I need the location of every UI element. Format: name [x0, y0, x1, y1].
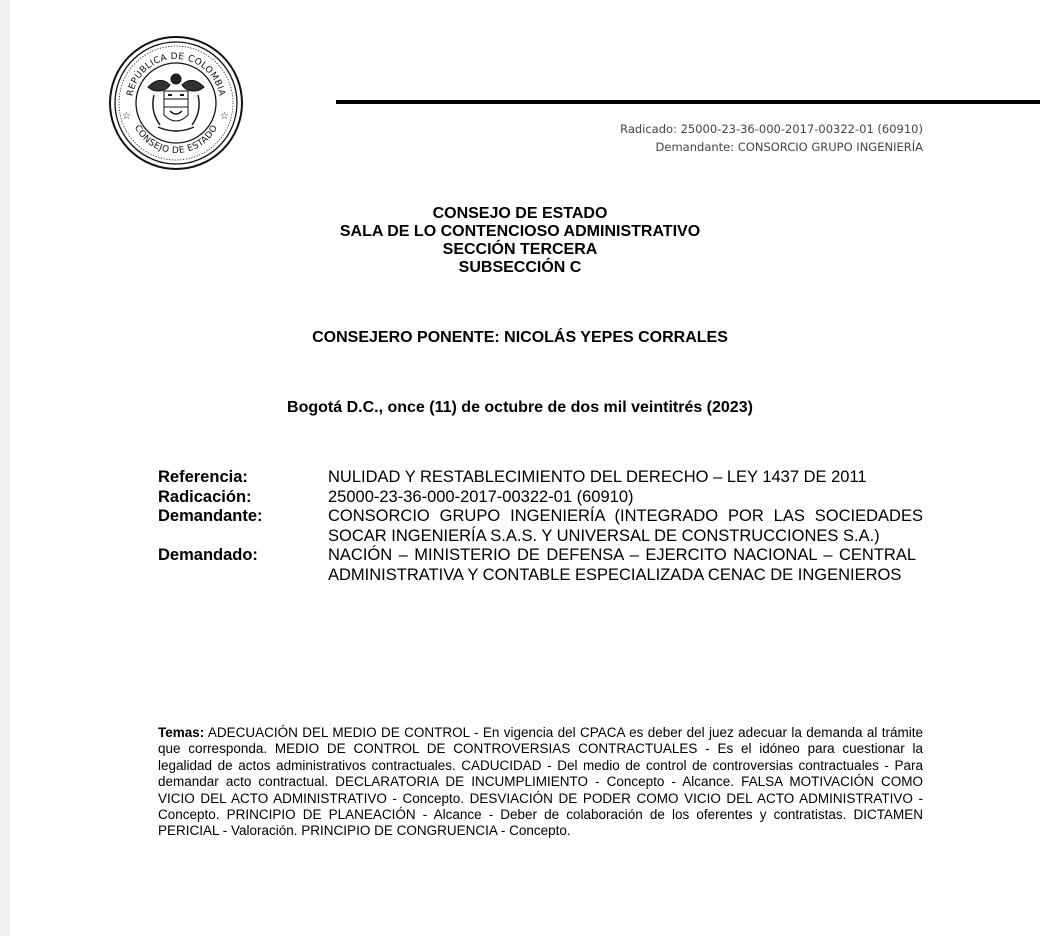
- consejero-ponente: CONSEJERO PONENTE: NICOLÁS YEPES CORRALES: [312, 329, 728, 346]
- court-name: CONSEJO DE ESTADO: [432, 205, 608, 222]
- demandado-label: Demandado:: [158, 546, 258, 564]
- court-subsection: SUBSECCIÓN C: [458, 259, 582, 276]
- svg-text:☆: ☆: [220, 111, 229, 122]
- court-section: SECCIÓN TERCERA: [442, 241, 598, 258]
- left-margin-strip: [0, 0, 10, 936]
- header-metadata: [620, 120, 923, 156]
- demandante-row: [158, 507, 923, 546]
- court-chamber: SALA DE LO CONTENCIOSO ADMINISTRATIVO: [339, 223, 701, 240]
- header-demandante: Demandante: CONSORCIO GRUPO INGENIERÍA: [655, 140, 923, 154]
- header-radicado: Radicado: 25000-23-36-000-2017-00322-01 (60910): [620, 122, 923, 136]
- radicacion-row: [158, 488, 923, 508]
- reference-table: [158, 468, 923, 585]
- consejo-de-estado-seal: [108, 35, 244, 171]
- temas-text: ADECUACIÓN DEL MEDIO DE CONTROL - En vigencia del CPACA es deber del juez adecuar la demanda al trámite que corresponda. MEDIO DE CONTROL DE CONTROVERSIAS CONTRACTUALES - Es el idóneo para cuestionar la legalidad de actos administrativos contractuales. CADUCIDAD - Del medio de control de controversias contractuales - Para demandar acto contractual. DECLARATORIA DE INCUMPLIMIENTO - Concepto - Alcance. FALSA MOTIVACIÓN COMO VICIO DEL ACTO ADMINISTRATIVO - Concepto. DESVIACIÓN DE PODER COMO VICIO DEL ACTO ADMINISTRATIVO - Concepto. PRINCIPIO DE PLANEACIÓN - Alcance - Deber de colaboración de los oferentes y contratistas. DICTAMEN PERICIAL - Valoración. PRINCIPIO DE CONGRUENCIA - Concepto.: [158, 725, 923, 839]
- demandado-value: NACIÓN – MINISTERIO DE DEFENSA – EJERCITO NACIONAL – CENTRAL ADMINISTRATIVA Y CONTABLE ESPECIALIZADA CENAC DE INGENIEROS: [328, 546, 916, 584]
- document-date: Bogotá D.C., once (11) de octubre de dos mil veintitrés (2023): [287, 399, 753, 416]
- seal-top-text: REPÚBLICA DE COLOMBIA: [125, 51, 227, 98]
- demandante-value: CONSORCIO GRUPO INGENIERÍA (INTEGRADO POR LAS SOCIEDADES SOCAR INGENIERÍA S.A.S. Y UNIVERSAL DE CONSTRUCCIONES S.A.): [328, 507, 923, 545]
- reference-row: [158, 468, 923, 488]
- radicacion-value: 25000-23-36-000-2017-00322-01 (60910): [328, 487, 634, 506]
- seal-bottom-text: CONSEJO DE ESTADO: [131, 123, 221, 157]
- demandado-row: [158, 546, 923, 585]
- radicacion-label: Radicación:: [158, 487, 252, 506]
- header-rule: [336, 100, 1040, 104]
- reference-value: NULIDAD Y RESTABLECIMIENTO DEL DERECHO – LEY 1437 DE 2011: [328, 468, 867, 486]
- temas-label: Temas:: [158, 725, 205, 740]
- svg-text:☆: ☆: [122, 111, 131, 122]
- reference-label: Referencia:: [158, 468, 248, 486]
- temas-paragraph: [158, 725, 923, 840]
- demandante-label: Demandante:: [158, 507, 263, 525]
